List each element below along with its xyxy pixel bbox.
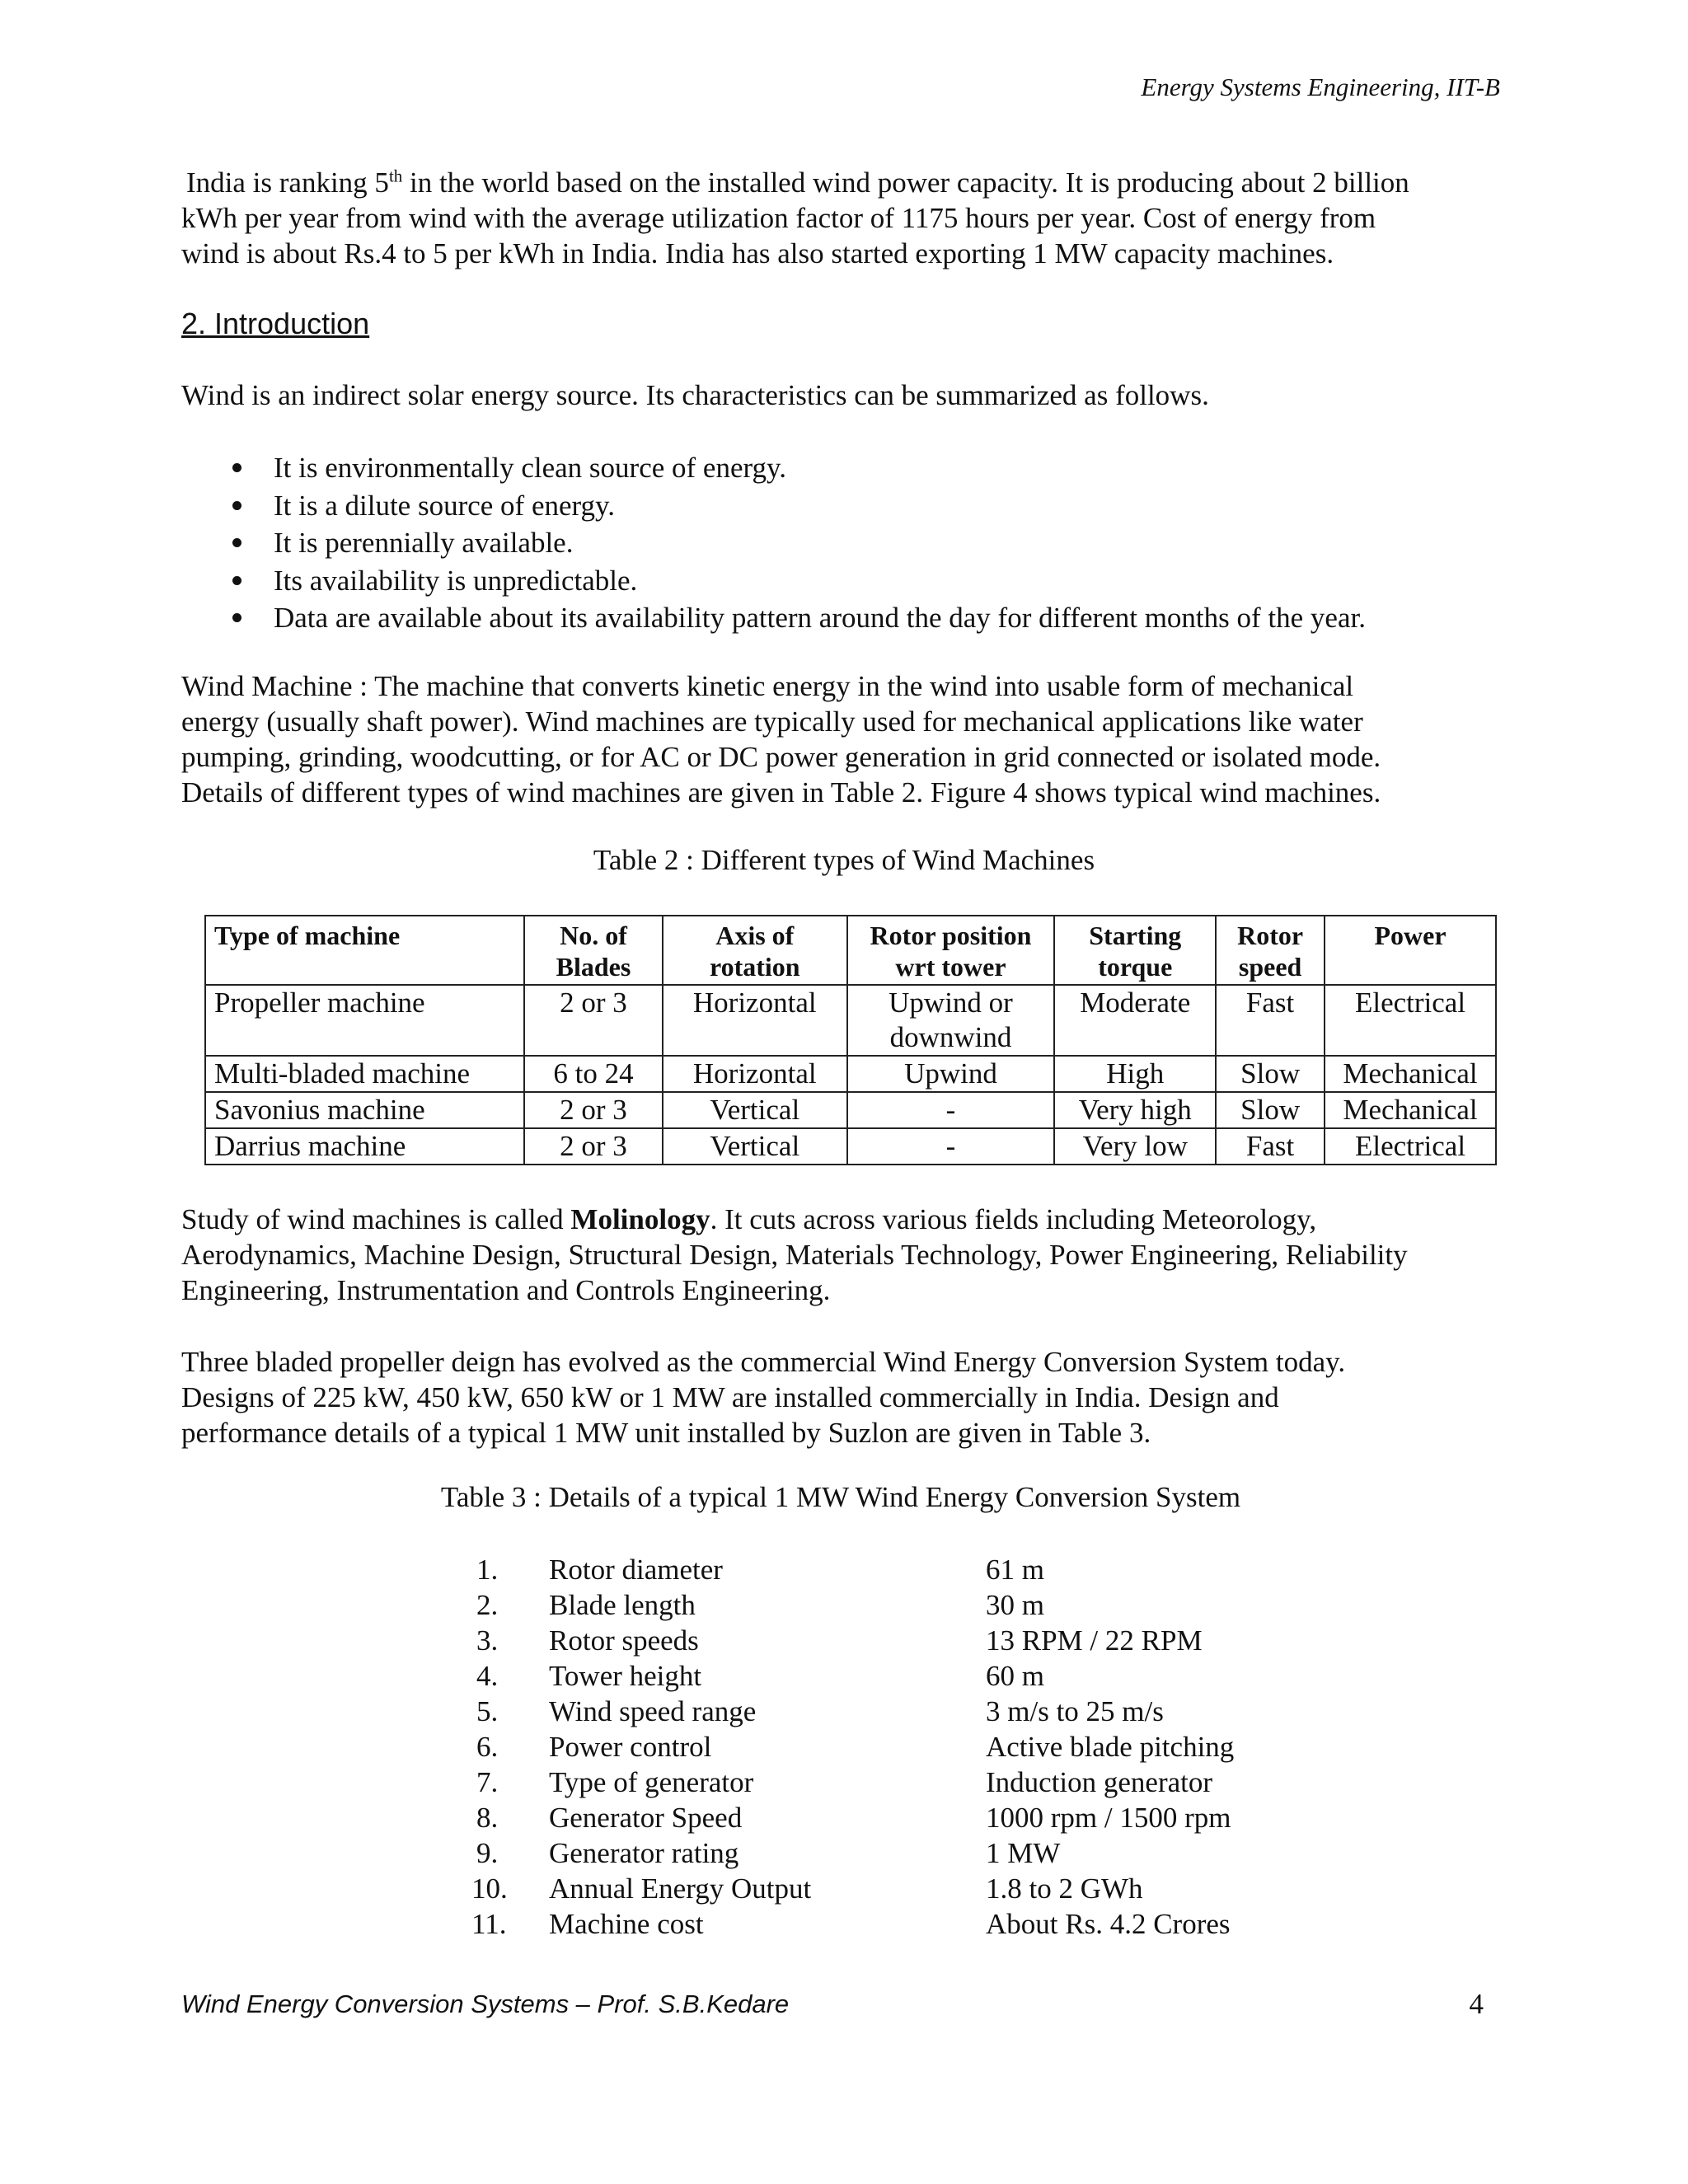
table-cell: Mechanical: [1325, 1092, 1496, 1128]
list-item: Data are available about its availability pattern around the day for different months of the year.: [223, 599, 1366, 637]
table-cell: Electrical: [1325, 985, 1496, 1056]
intro-line-2: kWh per year from wind with the average utilization factor of 1175 hours per year. Cost of energy from: [181, 202, 1376, 234]
column-header: Axis of rotation: [663, 916, 847, 985]
table-cell: Darrius machine: [205, 1128, 524, 1165]
table-row: [205, 1056, 1496, 1092]
wind-machines-table: [204, 915, 1497, 1165]
table-cell: Mechanical: [1325, 1056, 1496, 1092]
table-cell: Slow: [1216, 1092, 1325, 1128]
table-cell: Moderate: [1054, 985, 1216, 1056]
column-header: No. of Blades: [524, 916, 663, 985]
intro-paragraph: [181, 165, 1517, 271]
bullet-icon: [232, 538, 241, 547]
ordinal-suffix: th: [388, 166, 403, 186]
table2-caption: Table 2 : Different types of Wind Machines: [593, 844, 1095, 876]
table-header-row: [205, 916, 1496, 985]
column-header: Starting torque: [1054, 916, 1216, 985]
document-page: Energy Systems Engineering, IIT-B India is ranking 5th in the world based on the installed wind power capacity. It is producing about 2 billion kWh per year from wind with the average utilization factor of 1175 hours per year. Cost of energy from wind is about Rs.4 to 5 per kWh in India. India has also started exporting 1 MW capacity machines. 2. Introduction Wind is an indirect solar energy source. Its characteristics can be summarized as follows. It is environmentally clean source of energy. It is a dilute source of energy. It is perennially available. Its availability is unpredictable. Data are available about its availability pattern around the day for different months of the year. Wind Machine : The machine that converts kinetic energy in the wind into usable form of mechanical energy (usually shaft power). Wind machines are typically used for mechanical applications like water pumping, grinding, woodcutting, or for AC or DC power generation in grid connected or isolated mode. Details of different types of wind machines are given in Table 2. Figure 4 shows typical wind machines. Table 2 : Different types of Wind Machines Type of machine No. of Blades Axis of rotation Rotor position wrt tower Starting torque Rotor speed Power Propeller machine 2 or 3 Horizontal Upwind or downwind Moderate Fast Electrical Multi-bladed machine 6 to 24 Horizontal Upwind High Slow Mechanical Savonius machine 2 or 3 Vertical - Very high Slow Mechanical Darrius machine 2 or 3 Vertical - Very low Fast Electrical Study of wind machines is called Molinology. It cuts across various fields including Meteorology, Aerodynamics, Machine Design, Structural Design, Materials Technology, Power Engineering, Reliability Engineering, Instrumentation and Controls Engineering. Three bladed propeller deign has evolved as the commercial Wind Energy Conversion System today. Designs of 225 kW, 450 kW, 650 kW or 1 MW are installed commercially in India. Design and performance details of a typical 1 MW unit installed by Suzlon are given in Table 3. Table 3 : Details of a typical 1 MW Wind Energy Conversion System 1. Rotor diameter 61 m 2. Blade length 30 m 3. Rotor speeds 13 RPM / 22 RPM 4. Tower height 60 m 5. Wind speed range 3 m/s to 25 m/s 6. Power control Active blade pitching 7. Type of generator Induction generator 8. Generator Speed 1000 rpm / 1500 rpm 9. Generator rating 1 MW 10. Annual Energy Output 1.8 to 2 GWh 11. Machine cost About Rs. 4.2 Crores Wind Energy Conversion Systems – Prof. S.B.Kedare 4: [0, 0, 1688, 2184]
characteristics-list: [223, 449, 1366, 637]
table-cell: Savonius machine: [205, 1092, 524, 1128]
wind-intro-paragraph: Wind is an indirect solar energy source. Its characteristics can be summarized as follows.: [181, 379, 1209, 411]
page-number: 4: [1469, 1988, 1484, 2020]
table3-caption: Table 3 : Details of a typical 1 MW Wind Energy Conversion System: [440, 1481, 1241, 1513]
bullet-icon: [232, 501, 241, 510]
table-cell: Upwind: [847, 1056, 1055, 1092]
column-header: Power: [1325, 916, 1496, 985]
table-cell: 2 or 3: [524, 1092, 663, 1128]
table-cell: Horizontal: [663, 985, 847, 1056]
bullet-icon: [232, 613, 241, 622]
list-item: It is perennially available.: [223, 524, 1366, 562]
molinology-term: Molinology: [570, 1203, 710, 1235]
wind-machine-paragraph: Wind Machine : The machine that converts kinetic energy in the wind into usable form of mechanical energy (usually shaft power). Wind machines are typically used for mechanical applications like water pumping, grinding, woodcutting, or for AC or DC power generation in grid connected or isolated mode. Details of different types of wind machines are given in Table 2. Figure 4 shows typical wind machines.: [181, 670, 1381, 808]
table-cell: Very high: [1054, 1092, 1216, 1128]
bullet-icon: [232, 463, 241, 472]
intro-line-3: wind is about Rs.4 to 5 per kWh in India. India has also started exporting 1 MW capacity machines.: [181, 237, 1334, 269]
molinology-paragraph: Study of wind machines is called Molinology. It cuts across various fields including Meteorology, Aerodynamics, Machine Design, Structural Design, Materials Technology, Power Engineering, Reliability Engineering, Instrumentation and Controls Engineering.: [181, 1203, 1408, 1306]
table-row: [205, 985, 1496, 1056]
table-cell: 2 or 3: [524, 1128, 663, 1165]
table-cell: Electrical: [1325, 1128, 1496, 1165]
propeller-paragraph: Three bladed propeller deign has evolved as the commercial Wind Energy Conversion System today. Designs of 225 kW, 450 kW, 650 kW or 1 MW are installed commercially in India. Design and performance details of a typical 1 MW unit installed by Suzlon are given in Table 3.: [181, 1346, 1346, 1449]
table-cell: 6 to 24: [524, 1056, 663, 1092]
list-item: It is a dilute source of energy.: [223, 487, 1366, 525]
table-cell: Multi-bladed machine: [205, 1056, 524, 1092]
column-header: Rotor speed: [1216, 916, 1325, 985]
list-item: Its availability is unpredictable.: [223, 562, 1366, 600]
table-cell: Very low: [1054, 1128, 1216, 1165]
table-cell: -: [847, 1092, 1055, 1128]
table-cell: High: [1054, 1056, 1216, 1092]
table-cell: Vertical: [663, 1128, 847, 1165]
table-cell: Fast: [1216, 1128, 1325, 1165]
running-footer: Wind Energy Conversion Systems – Prof. S.B.Kedare: [181, 1990, 790, 2018]
bullet-icon: [232, 576, 241, 585]
column-header: Rotor position wrt tower: [847, 916, 1055, 985]
table-row: [205, 1128, 1496, 1165]
table-cell: 2 or 3: [524, 985, 663, 1056]
table-cell: Vertical: [663, 1092, 847, 1128]
section-heading: 2. Introduction: [181, 307, 370, 340]
table-cell: Horizontal: [663, 1056, 847, 1092]
table-cell: Slow: [1216, 1056, 1325, 1092]
column-header: Type of machine: [205, 916, 524, 985]
table-cell: -: [847, 1128, 1055, 1165]
table-row: [205, 1092, 1496, 1128]
intro-line-1: India is ranking 5th in the world based on the installed wind power capacity. It is producing about 2 billion: [186, 166, 1409, 199]
table-cell: Upwind or downwind: [847, 985, 1055, 1056]
table-cell: Propeller machine: [205, 985, 524, 1056]
list-item: It is environmentally clean source of energy.: [223, 449, 1366, 487]
running-header: Energy Systems Engineering, IIT-B: [1141, 73, 1500, 101]
table-cell: Fast: [1216, 985, 1325, 1056]
